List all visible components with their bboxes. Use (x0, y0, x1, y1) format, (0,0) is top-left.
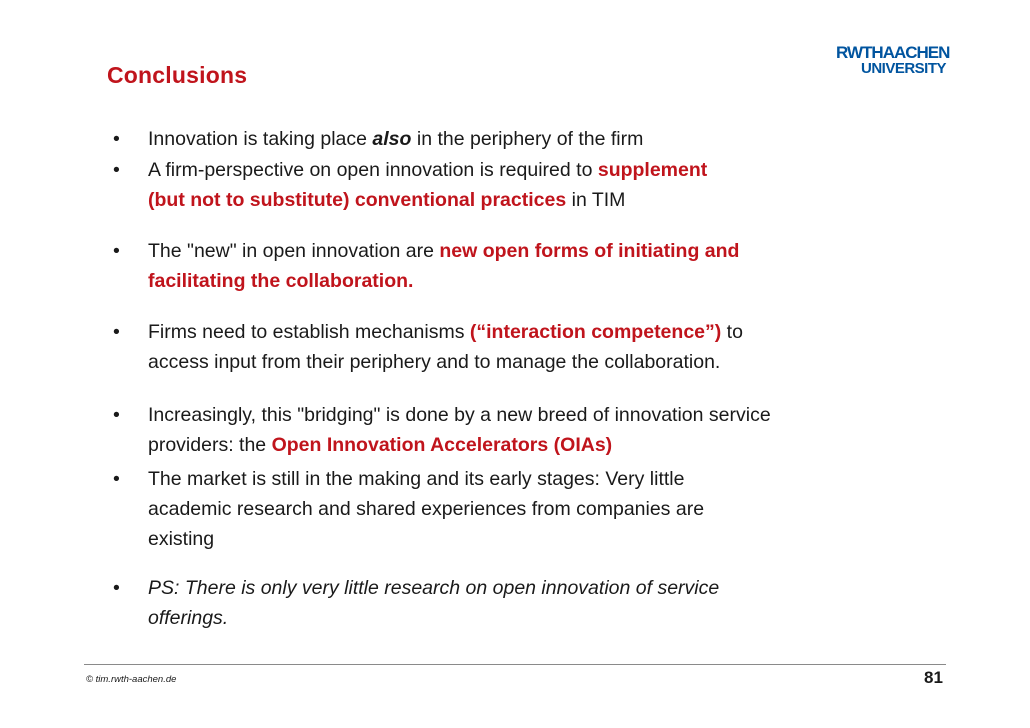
highlight-text: new open forms of initiating and (439, 240, 740, 262)
bullet-text: A firm-perspective on open innovation is required to supplement (but not to substitute) conventional practices in TIM (148, 159, 708, 211)
bullet-dot: • (113, 321, 120, 343)
logo-aachen-text: AACHEN (882, 43, 950, 62)
bullet-dot: • (113, 404, 120, 426)
bullet-dot: • (113, 128, 120, 150)
highlight-text: Open Innovation Accelerators (OIAs) (271, 434, 613, 456)
bullet-text: Firms need to establish mechanisms (“interaction competence”) to access input from their periphery and to manage the collaboration. (148, 321, 743, 373)
bullet-text: The "new" in open innovation are new open forms of initiating and facilitating the collaboration. (148, 240, 740, 292)
bullet-dot: • (113, 577, 120, 599)
highlight-text: (but not to substitute) conventional practices (148, 189, 567, 211)
logo-university-text: UNIVERSITY (860, 60, 946, 77)
footer-copyright: © tim.rwth-aachen.de (86, 674, 177, 685)
bullet-text: The market is still in the making and its early stages: Very little academic research and shared experiences from companies are existing (148, 468, 705, 550)
slide-title: Conclusions (107, 62, 248, 88)
bullet-dot: • (113, 468, 120, 490)
bullet-text: PS: There is only very little research on open innovation of service offerings. (148, 577, 720, 629)
bullet-text: Innovation is taking place also in the periphery of the firm (148, 128, 644, 150)
bullet-dot: • (113, 159, 120, 181)
emphasis-also: also (372, 128, 412, 150)
highlight-text: supplement (597, 159, 708, 181)
bullet-text: Increasingly, this "bridging" is done by a new breed of innovation service providers: the Open Innovation Accelerators (OIAs) (148, 404, 771, 456)
highlight-text: facilitating the collaboration. (148, 270, 414, 292)
bullet-dot: • (113, 240, 120, 262)
logo-rwth-text: RWTH (836, 43, 883, 62)
highlight-text: (“interaction competence”) (469, 321, 722, 343)
rwth-aachen-logo (836, 43, 950, 80)
page-number: 81 (924, 668, 943, 687)
footer-divider (84, 664, 946, 665)
